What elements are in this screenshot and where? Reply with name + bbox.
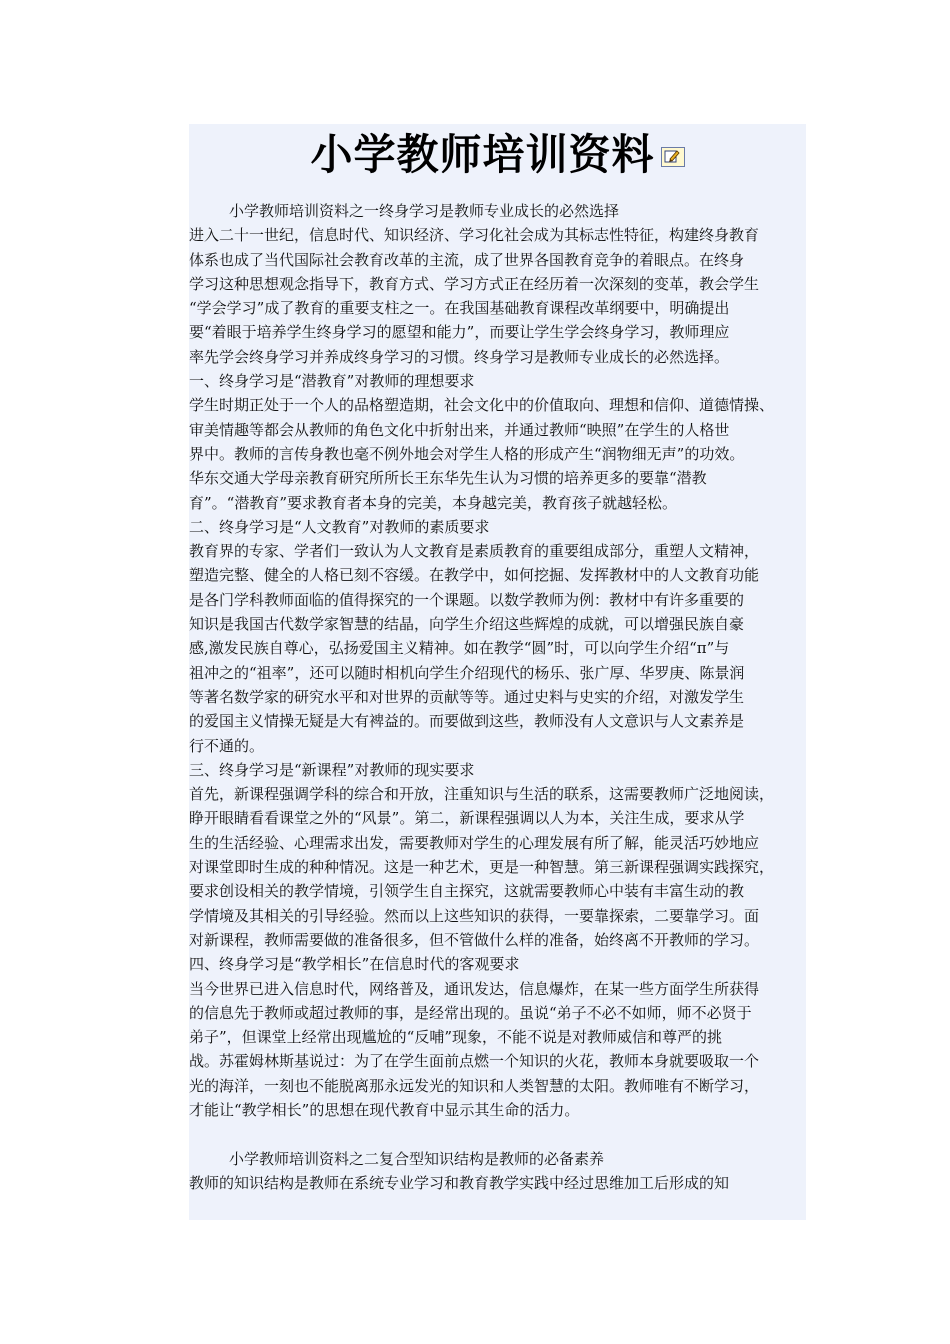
text-line: 首先，新课程强调学科的综合和开放，注重知识与生活的联系，这需要教师广泛地阅读， (189, 785, 775, 804)
text-line: 光的海洋，一刻也不能脱离那永远发光的知识和人类智慧的太阳。教师唯有不断学习， (189, 1076, 760, 1095)
text-line: 四、终身学习是“教学相长”在信息时代的客观要求 (189, 955, 520, 974)
text-line: 率先学会终身学习并养成终身学习的习惯。终身学习是教师专业成长的必然选择。 (189, 347, 730, 366)
page-title: 小学教师培训资料 (310, 130, 655, 179)
text-line: 当今世界已进入信息时代，网络普及，通讯发达，信息爆炸，在某一些方面学生所获得 (189, 979, 760, 998)
text-line: 教师的知识结构是教师在系统专业学习和教育教学实践中经过思维加工后形成的知 (189, 1173, 730, 1192)
text-line: 育”。“潜教育”要求教育者本身的完美，本身越完美，教育孩子就越轻松。 (189, 493, 678, 512)
text-line: 塑造完整、健全的人格已刻不容缓。在教学中，如何挖掘、发挥教材中的人文教育功能 (189, 566, 760, 585)
text-line: 华东交通大学母亲教育研究所所长王东华先生认为习惯的培养更多的要靠“潜教 (189, 469, 707, 488)
text-line: 弟子”，但课堂上经常出现尴尬的“反哺”现象，不能不说是对教师威信和尊严的挑 (189, 1028, 723, 1047)
section-heading-line: 小学教师培训资料之一终身学习是教师专业成长的必然选择 (229, 202, 620, 220)
text-line: 是各门学科教师面临的值得探究的一个课题。以数学教师为例：教材中有许多重要的 (189, 590, 745, 609)
text-line: 等著名数学家的研究水平和对世界的贡献等等。通过史料与史实的介绍，对激发学生 (189, 687, 745, 706)
document-body (189, 199, 813, 1195)
text-line: 的信息先于教师或超过教师的事，是经常出现的。虽说“弟子不必不如师，师不必贤于 (189, 1003, 752, 1022)
document-page (189, 124, 806, 1220)
edit-note-icon[interactable] (661, 147, 685, 167)
text-line: 二、终身学习是“人文教育”对教师的素质要求 (189, 517, 490, 536)
text-line: 睁开眼睛看看课堂之外的“风景”。第二，新课程强调以人为本，关注生成，要求从学 (189, 809, 745, 828)
section-heading-line: 小学教师培训资料之二复合型知识结构是教师的必备素养 (229, 1149, 605, 1168)
title-row (189, 124, 806, 186)
text-line: 学习这种思想观念指导下，教育方式、学习方式正在经历着一次深刻的变革，教会学生 (189, 274, 760, 293)
text-line: 审美情趣等都会从教师的角色文化中折射出来，并通过教师“映照”在学生的人格世 (189, 420, 730, 439)
text-line: 行不通的。 (189, 736, 265, 755)
text-line: 教育界的专家、学者们一致认为人文教育是素质教育的重要组成部分，重塑人文精神， (189, 542, 760, 561)
text-line: 知识是我国古代数学家智慧的结晶，向学生介绍这些辉煌的成就，可以增强民族自豪 (189, 615, 745, 634)
text-line: 生的生活经验、心理需求出发，需要教师对学生的心理发展有所了解，能灵活巧妙地应 (189, 833, 760, 852)
text-line: 一、终身学习是“潜教育”对教师的理想要求 (189, 372, 475, 391)
text-line: “学会学习”成了教育的重要支柱之一。在我国基础教育课程改革纲要中，明确提出 (189, 299, 730, 318)
text-line: 要求创设相关的教学情境，引领学生自主探究，这就需要教师心中装有丰富生动的教 (189, 882, 745, 901)
text-line: 战。苏霍姆林斯基说过：为了在学生面前点燃一个知识的火花，教师本身就要吸取一个 (189, 1052, 760, 1071)
text-line: 的爱国主义情操无疑是大有裨益的。而要做到这些，教师没有人文意识与人文素养是 (189, 712, 745, 731)
text-line: 学情境及其相关的引导经验。然而以上这些知识的获得，一要靠探索，二要靠学习。面 (189, 906, 760, 925)
text-line: 体系也成了当代国际社会教育改革的主流，成了世界各国教育竞争的着眼点。在终身 (189, 250, 745, 269)
text-line: 进入二十一世纪，信息时代、知识经济、学习化社会成为其标志性特征，构建终身教育 (189, 226, 760, 245)
text-line: 学生时期正处于一个人的品格塑造期，社会文化中的价值取向、理想和信仰、道德情操、 (189, 396, 775, 415)
text-line: 界中。教师的言传身教也毫不例外地会对学生人格的形成产生“润物细无声”的功效。 (189, 444, 745, 463)
text-line: 才能让“教学相长”的思想在现代教育中显示其生命的活力。 (189, 1100, 580, 1119)
text-line: 感,激发民族自尊心，弘扬爱国主义精神。如在教学“圆”时，可以向学生介绍“π”与 (189, 639, 730, 658)
text-line: 要“着眼于培养学生终身学习的愿望和能力”，而要让学生学会终身学习，教师理应 (189, 323, 730, 342)
text-line: 对课堂即时生成的种种情况。这是一种艺术，更是一种智慧。第三新课程强调实践探究， (189, 858, 775, 877)
text-line: 对新课程，教师需要做的准备很多，但不管做什么样的准备，始终离不开教师的学习。 (189, 930, 760, 949)
blank-line (189, 1122, 813, 1146)
text-line: 三、终身学习是“新课程”对教师的现实要求 (189, 760, 475, 779)
text-line: 祖冲之的“祖率”，还可以随时相机向学生介绍现代的杨乐、张广厚、华罗庚、陈景润 (189, 663, 745, 682)
